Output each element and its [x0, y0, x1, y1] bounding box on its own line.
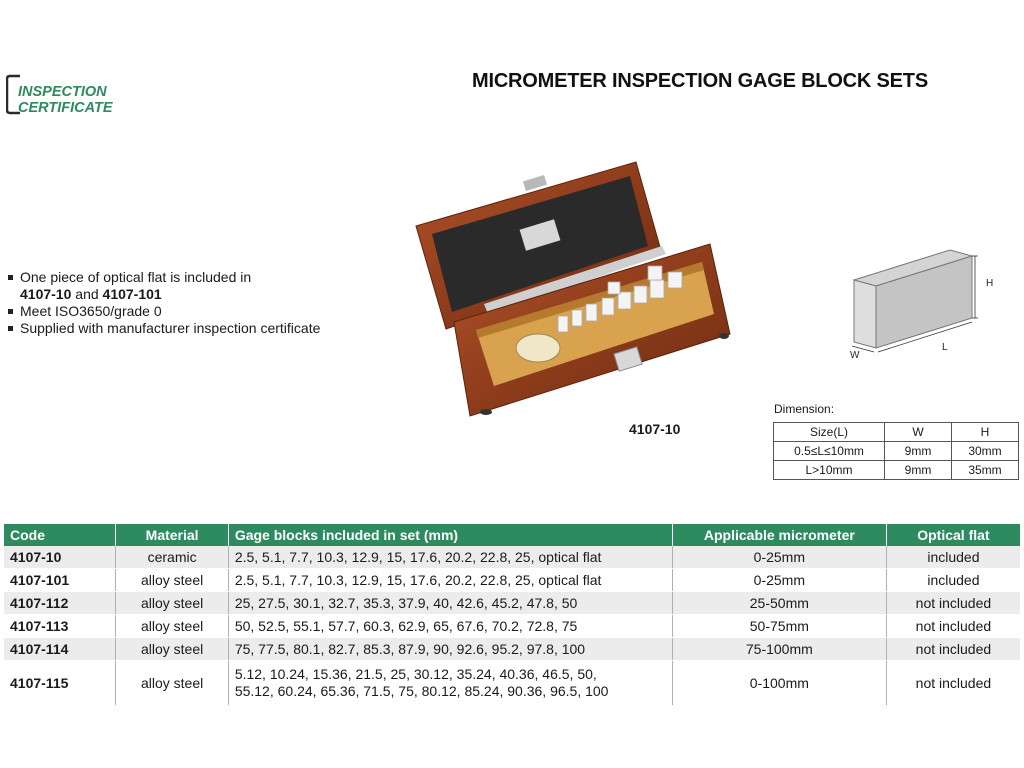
cell-blocks: 75, 77.5, 80.1, 82.7, 85.3, 87.9, 90, 92.6, 95.2, 97.8, 100 — [228, 638, 672, 661]
dimension-row — [774, 461, 1019, 480]
cell-optical-flat: not included — [886, 592, 1020, 615]
table-row — [4, 592, 1020, 615]
cell-micrometer: 0-25mm — [672, 569, 886, 592]
table-row — [4, 661, 1020, 706]
dimension-header-cell: H — [952, 423, 1019, 442]
inspection-certificate-logo — [6, 70, 146, 120]
cell-material: alloy steel — [116, 661, 228, 706]
feature-text: One piece of optical flat is included in — [20, 269, 252, 285]
cell-micrometer: 0-100mm — [672, 661, 886, 706]
cell-code: 4107-115 — [4, 661, 116, 706]
cell-optical-flat: included — [886, 569, 1020, 592]
header-micrometer: Applicable micrometer — [672, 524, 886, 546]
cell-code: 4107-112 — [4, 592, 116, 615]
dimension-cell: 30mm — [952, 442, 1019, 461]
logo-line1: INSPECTION — [18, 84, 107, 100]
feature-code-b: 4107-101 — [102, 286, 162, 302]
cell-optical-flat: included — [886, 546, 1020, 569]
diagram-label-l: L — [942, 342, 948, 353]
dimension-header-cell: Size(L) — [774, 423, 885, 442]
cell-optical-flat: not included — [886, 638, 1020, 661]
feature-codes — [6, 286, 320, 303]
cell-optical-flat: not included — [886, 661, 1020, 706]
cell-code: 4107-113 — [4, 615, 116, 638]
dimension-cell: 9mm — [885, 442, 952, 461]
dimension-cell: L>10mm — [774, 461, 885, 480]
cell-micrometer: 50-75mm — [672, 615, 886, 638]
diagram-label-h: H — [986, 278, 994, 289]
page-title: MICROMETER INSPECTION GAGE BLOCK SETS — [472, 70, 928, 92]
header-optical-flat: Optical flat — [886, 524, 1020, 546]
cell-material: ceramic — [116, 546, 228, 569]
feature-conjunction: and — [71, 286, 103, 302]
cell-code: 4107-101 — [4, 569, 116, 592]
feature-item-optical-flat — [6, 269, 320, 286]
cell-blocks-line2: 55.12, 60.24, 65.36, 71.5, 75, 80.12, 85.24, 90.36, 96.5, 100 — [234, 683, 609, 699]
table-row — [4, 615, 1020, 638]
feature-text: Meet ISO3650/grade 0 — [20, 303, 162, 319]
diagram-label-w: W — [850, 350, 860, 361]
feature-item-iso — [6, 303, 320, 320]
specification-table — [4, 524, 1020, 706]
table-row — [4, 638, 1020, 661]
cell-micrometer: 75-100mm — [672, 638, 886, 661]
dimension-header-row — [774, 423, 1019, 442]
cell-material: alloy steel — [116, 592, 228, 615]
header-material: Material — [116, 524, 228, 546]
gage-block-dimension-diagram — [838, 238, 1008, 363]
cell-blocks: 50, 52.5, 55.1, 57.7, 60.3, 62.9, 65, 67.6, 70.2, 72.8, 75 — [228, 615, 672, 638]
cell-blocks — [228, 661, 672, 706]
cell-code: 4107-114 — [4, 638, 116, 661]
product-caption: 4107-10 — [629, 421, 681, 437]
logo-line2: CERTIFICATE — [18, 100, 113, 116]
cell-blocks-line1: 5.12, 10.24, 15.36, 21.5, 25, 30.12, 35.24, 40.36, 46.5, 50, — [234, 666, 597, 682]
dimension-table — [773, 422, 1019, 480]
dimension-cell: 35mm — [952, 461, 1019, 480]
feature-item-certificate — [6, 320, 320, 337]
feature-list — [6, 269, 320, 337]
table-row — [4, 569, 1020, 592]
cell-micrometer: 25-50mm — [672, 592, 886, 615]
cell-blocks: 2.5, 5.1, 7.7, 10.3, 12.9, 15, 17.6, 20.2, 22.8, 25, optical flat — [228, 546, 672, 569]
header-code: Code — [4, 524, 116, 546]
cell-blocks: 25, 27.5, 30.1, 32.7, 35.3, 37.9, 40, 42.6, 45.2, 47.8, 50 — [228, 592, 672, 615]
dimension-title: Dimension: — [774, 402, 835, 416]
table-row — [4, 546, 1020, 569]
dimension-row — [774, 442, 1019, 461]
spec-header-row — [4, 524, 1020, 546]
feature-code-a: 4107-10 — [20, 286, 72, 302]
cell-material: alloy steel — [116, 615, 228, 638]
cell-micrometer: 0-25mm — [672, 546, 886, 569]
header-gage-blocks: Gage blocks included in set (mm) — [228, 524, 672, 546]
gage-block-set-photo — [412, 154, 732, 424]
dimension-cell: 0.5≤L≤10mm — [774, 442, 885, 461]
cell-material: alloy steel — [116, 638, 228, 661]
dimension-header-cell: W — [885, 423, 952, 442]
cell-optical-flat: not included — [886, 615, 1020, 638]
feature-text: Supplied with manufacturer inspection certificate — [20, 320, 321, 336]
cell-material: alloy steel — [116, 569, 228, 592]
cell-blocks: 2.5, 5.1, 7.7, 10.3, 12.9, 15, 17.6, 20.2, 22.8, 25, optical flat — [228, 569, 672, 592]
cell-code: 4107-10 — [4, 546, 116, 569]
dimension-cell: 9mm — [885, 461, 952, 480]
